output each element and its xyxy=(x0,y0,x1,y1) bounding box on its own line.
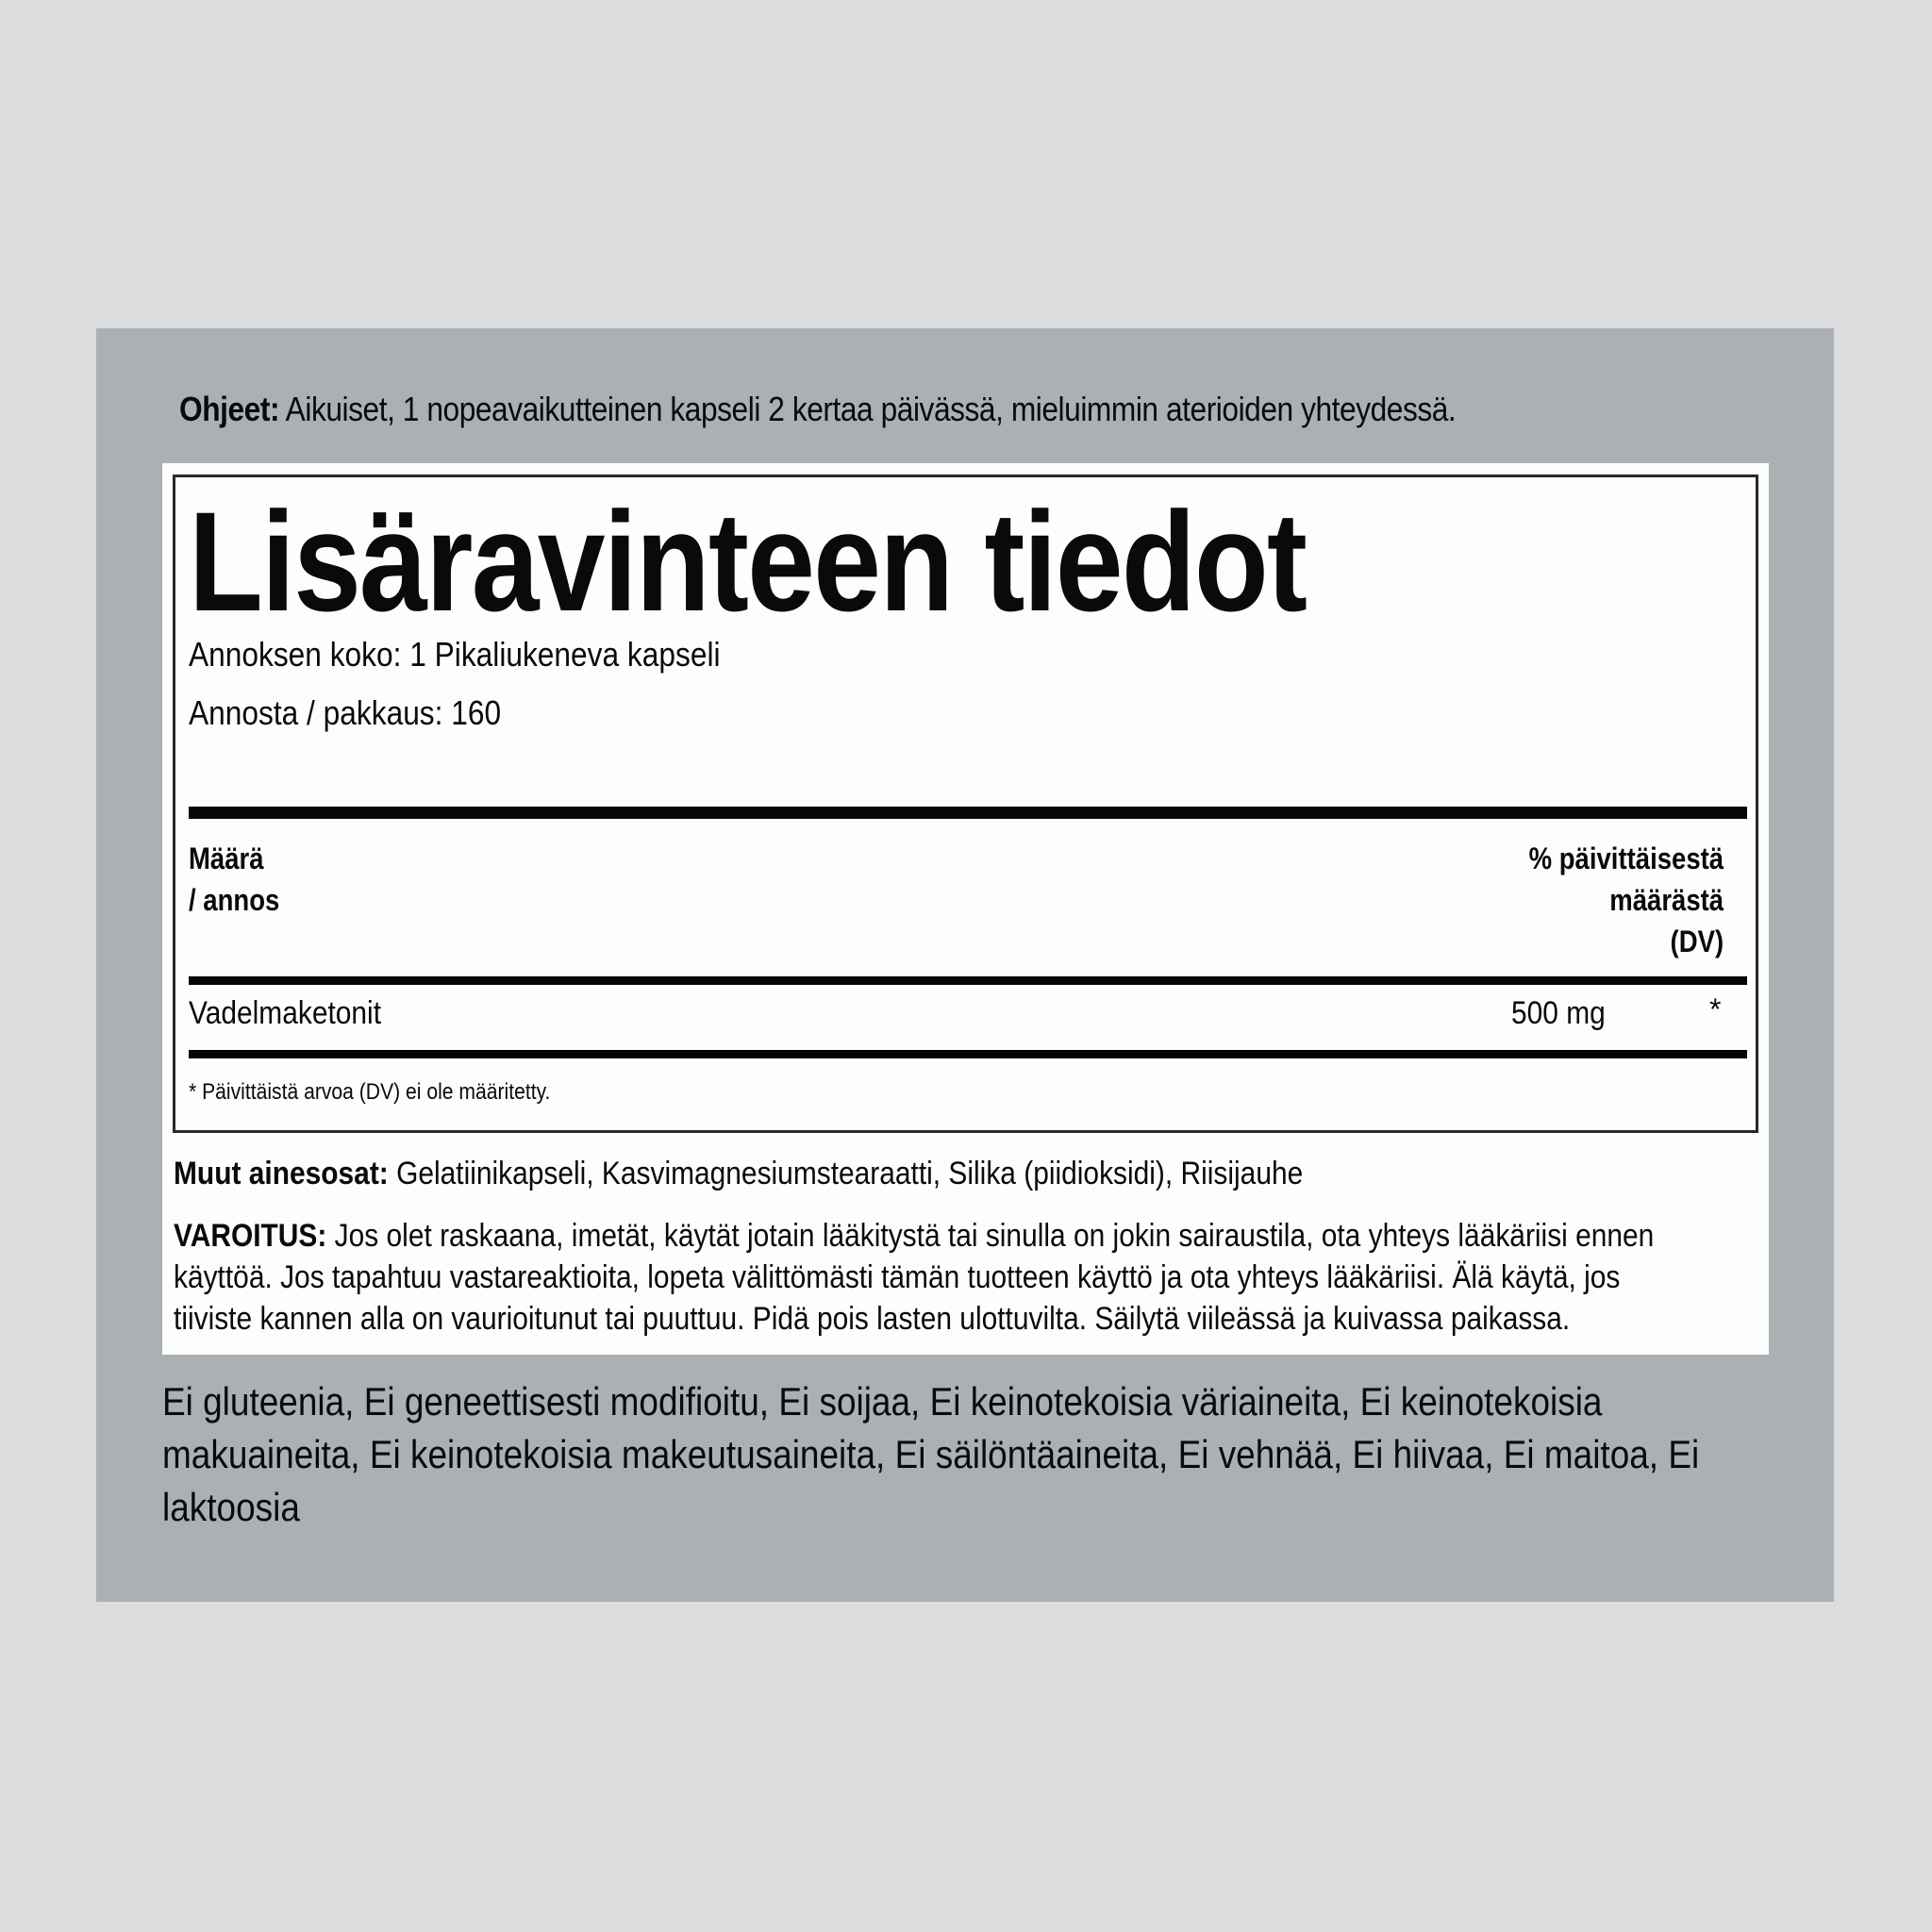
warning-line: käyttöä. Jos tapahtuu vastareaktioita, lopeta välittömästi tämän tuotteen käyttö ja ota yhteys lääkäriisi. Älä käytä, jos xyxy=(174,1259,1621,1295)
warning-line xyxy=(174,1215,1742,1257)
warning xyxy=(174,1215,1742,1340)
directions-text: Aikuiset, 1 nopeavaikutteinen kapseli 2 kertaa päivässä, mieluimmin aterioiden yhteydessä. xyxy=(279,390,1457,428)
other-ingredients xyxy=(174,1153,1303,1194)
header-right-line: % päivittäisestä xyxy=(1528,841,1724,875)
nutrient-daily-value: * xyxy=(1709,992,1722,1026)
supplement-facts-box xyxy=(173,475,1758,1133)
serving-size: Annoksen koko: 1 Pikaliukeneva kapseli xyxy=(189,635,721,674)
nutrient-amount: 500 mg xyxy=(1511,995,1606,1031)
warning-label: VAROITUS: xyxy=(174,1218,327,1254)
thick-rule-top xyxy=(189,807,1747,819)
warning-text: Jos olet raskaana, imetät, käytät jotain lääkitystä tai sinulla on jokin sairaustila, ota yhteys lääkäriisi ennen xyxy=(326,1218,1655,1254)
free-from-line: Ei gluteenia, Ei geneettisesti modifioitu, Ei soijaa, Ei keinotekoisia väriaineita, Ei keinotekoisia xyxy=(162,1379,1603,1424)
warning-line: tiiviste kannen alla on vaurioitunut tai puuttuu. Pidä pois lasten ulottuvilta. Säilytä viileässä ja kuivassa paikassa. xyxy=(174,1301,1571,1337)
daily-value-header xyxy=(1529,838,1724,962)
header-right-line: (DV) xyxy=(1670,924,1724,958)
other-ingredients-text: Gelatiinikapseli, Kasvimagnesiumstearaatti, Silika (piidioksidi), Riisijauhe xyxy=(388,1156,1304,1191)
header-left-line: Määrä xyxy=(189,841,264,875)
directions xyxy=(179,389,1630,430)
other-ingredients-label: Muut ainesosat: xyxy=(174,1156,389,1191)
free-from-line: laktoosia xyxy=(162,1485,300,1529)
header-left-line: / annos xyxy=(189,883,280,917)
daily-value-footnote: * Päivittäistä arvoa (DV) ei ole määritetty. xyxy=(189,1079,551,1105)
rule-under-nutrients xyxy=(189,1050,1747,1058)
directions-label: Ohjeet: xyxy=(179,390,280,428)
rule-under-header xyxy=(189,976,1747,985)
nutrient-name: Vadelmaketonit xyxy=(189,995,382,1031)
supplement-facts-title: Lisäravinteen tiedot xyxy=(189,482,1307,641)
free-from-claims xyxy=(162,1375,1823,1534)
servings-per-container: Annosta / pakkaus: 160 xyxy=(189,693,502,732)
free-from-line: makuaineita, Ei keinotekoisia makeutusaineita, Ei säilöntäaineita, Ei vehnää, Ei hiivaa, Ei maitoa, Ei xyxy=(162,1432,1700,1476)
header-right-line: määrästä xyxy=(1609,883,1724,917)
amount-per-serving-header xyxy=(189,838,279,921)
